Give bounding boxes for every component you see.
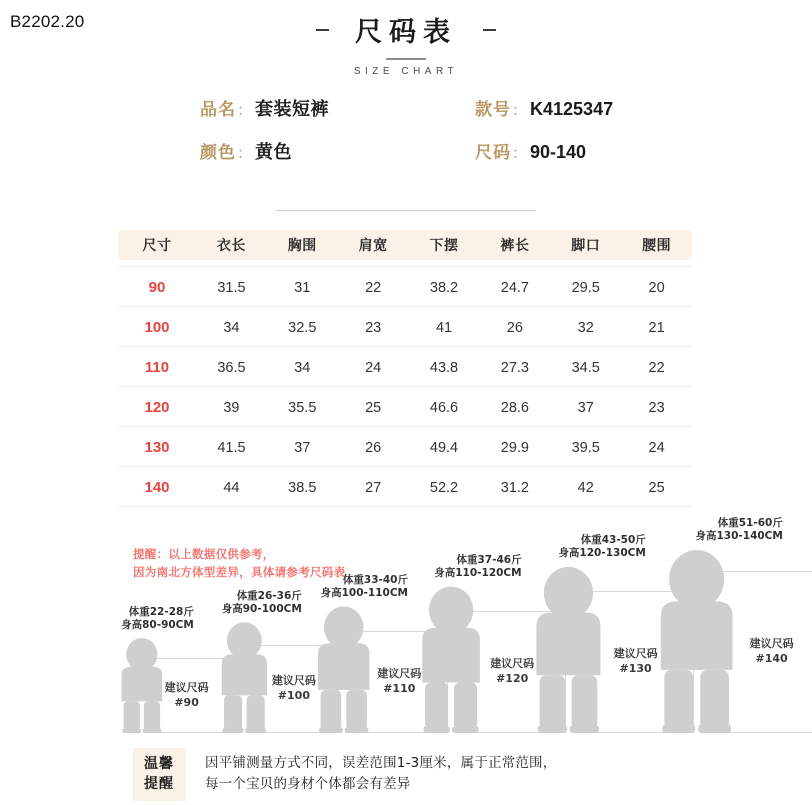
table-row bbox=[118, 387, 692, 427]
recommended-size-label: 建议尺码 bbox=[749, 637, 794, 651]
cell-value: 29.5 bbox=[571, 280, 600, 296]
product-info-name bbox=[200, 95, 475, 121]
table-cell bbox=[267, 437, 338, 456]
table-row bbox=[118, 467, 692, 507]
table-cell-size bbox=[118, 357, 196, 376]
title-chinese: 尺码表 bbox=[355, 17, 457, 48]
recommended-size-text bbox=[750, 637, 794, 667]
title-underline bbox=[386, 58, 426, 60]
child-silhouette-icon bbox=[220, 621, 278, 733]
recommended-size-value: #120 bbox=[496, 672, 529, 685]
size-figure bbox=[120, 605, 227, 733]
cell-value: 25 bbox=[365, 400, 382, 416]
cell-value: 37 bbox=[577, 400, 594, 416]
product-info bbox=[0, 95, 812, 181]
cell-value: 42 bbox=[577, 480, 594, 496]
child-silhouette-icon bbox=[420, 585, 494, 733]
warm-reminder-label-line-1: 温馨 bbox=[144, 756, 174, 772]
cell-value: 90 bbox=[148, 279, 166, 296]
figure-height: 身高120-130CM bbox=[558, 547, 646, 560]
table-cell bbox=[621, 317, 692, 336]
figure-height: 身高80-90CM bbox=[121, 619, 194, 632]
table-cell bbox=[621, 357, 692, 376]
product-info-size-range bbox=[475, 138, 586, 164]
column-header: 腰围 bbox=[642, 238, 672, 254]
cell-value: 26 bbox=[506, 320, 523, 336]
figure-height: 身高110-120CM bbox=[434, 567, 522, 580]
cell-value: 23 bbox=[648, 400, 665, 416]
watermark-code: B2202.20 bbox=[10, 12, 85, 31]
cell-value: 110 bbox=[144, 359, 170, 376]
cell-value: 28.6 bbox=[500, 400, 529, 416]
table-cell bbox=[621, 397, 692, 416]
table-cell-size bbox=[118, 437, 196, 456]
table-cell bbox=[338, 397, 409, 416]
warm-reminder-label-line-2: 提醒 bbox=[144, 776, 174, 793]
table-cell bbox=[338, 477, 409, 496]
cell-value: 130 bbox=[144, 439, 170, 456]
style-no-key: 款号 bbox=[475, 100, 511, 120]
table-row bbox=[118, 347, 692, 387]
table-cell bbox=[196, 277, 267, 296]
cell-value: 23 bbox=[365, 320, 382, 336]
figure-weight: 体重26-36斤 bbox=[236, 589, 302, 602]
recommended-size-label: 建议尺码 bbox=[271, 674, 316, 688]
table-cell bbox=[409, 397, 480, 416]
table-cell bbox=[267, 477, 338, 496]
column-header: 尺寸 bbox=[142, 238, 172, 254]
table-cell bbox=[550, 277, 621, 296]
figure-caption bbox=[434, 554, 521, 581]
product-name-key: 品名 bbox=[200, 100, 236, 120]
page-title bbox=[0, 10, 812, 77]
table-cell bbox=[550, 317, 621, 336]
product-name-value: 套装短裤 bbox=[255, 99, 330, 120]
cell-value: 44 bbox=[223, 480, 240, 496]
figure-caption bbox=[321, 574, 408, 601]
cell-value: 38.5 bbox=[288, 480, 317, 496]
cell-value: 37 bbox=[294, 440, 311, 456]
table-cell bbox=[479, 357, 550, 376]
cell-value: 24 bbox=[365, 360, 382, 376]
column-header: 肩宽 bbox=[358, 238, 388, 254]
table-cell bbox=[550, 437, 621, 456]
warm-reminder-label bbox=[133, 748, 186, 801]
recommended-size-text bbox=[614, 647, 658, 677]
table-row bbox=[118, 307, 692, 347]
table-cell bbox=[338, 317, 409, 336]
table-cell bbox=[196, 317, 267, 336]
cell-value: 31.5 bbox=[217, 280, 246, 296]
table-cell bbox=[267, 277, 338, 296]
column-header: 下摆 bbox=[429, 238, 459, 254]
table-cell bbox=[196, 357, 267, 376]
reference-note-line-2: 因为南北方体型差异，具体请参考尺码表 bbox=[133, 564, 346, 579]
color-key: 颜色 bbox=[200, 143, 236, 163]
table-row bbox=[118, 266, 692, 307]
cell-value: 32.5 bbox=[288, 320, 317, 336]
size-recommendation-figures bbox=[120, 516, 800, 733]
table-cell bbox=[196, 397, 267, 416]
figure-caption bbox=[121, 606, 194, 633]
table-row bbox=[118, 427, 692, 467]
recommended-size-text bbox=[165, 681, 209, 711]
table-cell bbox=[267, 357, 338, 376]
cell-value: 24 bbox=[648, 440, 665, 456]
recommended-size-text bbox=[377, 667, 421, 697]
recommended-size-label: 建议尺码 bbox=[613, 647, 658, 661]
section-divider bbox=[276, 210, 536, 211]
table-cell bbox=[338, 437, 409, 456]
cell-value: 29.9 bbox=[500, 440, 529, 456]
cell-value: 41 bbox=[435, 320, 453, 336]
table-cell bbox=[479, 477, 550, 496]
figure-weight: 体重43-50斤 bbox=[580, 533, 646, 546]
warm-reminder-text bbox=[186, 748, 556, 801]
size-table bbox=[118, 230, 692, 507]
title-dash-right-icon bbox=[483, 29, 496, 31]
recommended-size-value: #130 bbox=[619, 662, 652, 675]
product-info-style-no bbox=[475, 95, 613, 121]
recommended-size-value: #90 bbox=[174, 695, 199, 709]
cell-value: 41.5 bbox=[217, 440, 246, 456]
size-table-body bbox=[118, 266, 692, 507]
figure-height: 身高100-110CM bbox=[320, 587, 408, 600]
cell-value: 27 bbox=[365, 480, 382, 496]
warm-reminder-text-line-1: 因平铺测量方式不同，误差范围1-3厘米，属于正常范围， bbox=[205, 755, 557, 772]
table-cell bbox=[621, 277, 692, 296]
cell-value: 27.3 bbox=[500, 360, 529, 376]
title-dash-left-icon bbox=[316, 29, 329, 31]
color-value: 黄色 bbox=[255, 142, 293, 163]
product-info-row bbox=[0, 95, 812, 121]
table-cell bbox=[338, 277, 409, 296]
cell-value: 43.8 bbox=[429, 360, 459, 376]
recommended-size-label: 建议尺码 bbox=[164, 680, 209, 694]
cell-value: 26 bbox=[365, 440, 382, 456]
cell-value: 24.7 bbox=[500, 280, 529, 296]
table-cell bbox=[409, 437, 480, 456]
table-cell bbox=[409, 317, 480, 336]
figure-weight: 体重37-46斤 bbox=[456, 553, 522, 566]
cell-value: 39 bbox=[223, 400, 240, 416]
table-cell bbox=[409, 357, 480, 376]
cell-value: 22 bbox=[365, 280, 382, 296]
cell-value: 38.2 bbox=[429, 280, 459, 296]
cell-value: 34 bbox=[223, 320, 240, 336]
column-header: 衣长 bbox=[216, 238, 246, 254]
colon: ： bbox=[512, 144, 528, 162]
reference-note-line-1: 提醒：以上数据仅供参考， bbox=[133, 547, 275, 561]
cell-value: 100 bbox=[144, 319, 170, 336]
colon: ： bbox=[237, 101, 253, 119]
cell-value: 52.2 bbox=[429, 480, 459, 496]
table-cell bbox=[550, 477, 621, 496]
cell-value: 31.2 bbox=[500, 480, 529, 496]
table-cell-size bbox=[118, 397, 196, 416]
cell-value: 31 bbox=[294, 280, 311, 296]
cell-value: 22 bbox=[648, 360, 665, 376]
table-cell bbox=[409, 477, 480, 496]
table-cell-size bbox=[118, 277, 196, 296]
recommended-size-label: 建议尺码 bbox=[490, 657, 535, 671]
table-cell bbox=[479, 397, 550, 416]
recommended-size-value: #110 bbox=[383, 682, 416, 695]
size-figure bbox=[658, 516, 812, 733]
column-header: 胸围 bbox=[287, 238, 317, 254]
recommended-size-text bbox=[490, 657, 534, 687]
recommended-size-value: #100 bbox=[277, 689, 310, 702]
cell-value: 34.5 bbox=[571, 360, 600, 376]
colon: ： bbox=[512, 101, 528, 119]
cell-value: 34 bbox=[294, 360, 311, 376]
cell-value: 49.4 bbox=[429, 440, 459, 456]
size-range-key: 尺码 bbox=[475, 143, 511, 163]
cell-value: 39.5 bbox=[571, 440, 600, 456]
table-cell bbox=[479, 277, 550, 296]
cell-value: 32 bbox=[577, 320, 594, 336]
figure-height: 身高90-100CM bbox=[221, 603, 302, 616]
recommended-size-value: #140 bbox=[755, 652, 788, 665]
figure-weight: 体重33-40斤 bbox=[342, 573, 408, 586]
cell-value: 46.6 bbox=[429, 400, 459, 416]
table-cell bbox=[267, 317, 338, 336]
table-cell bbox=[479, 317, 550, 336]
cell-value: 20 bbox=[648, 280, 665, 296]
table-cell bbox=[550, 357, 621, 376]
size-table-header bbox=[118, 230, 692, 260]
cell-value: 36.5 bbox=[217, 360, 246, 376]
table-cell bbox=[621, 477, 692, 496]
table-cell bbox=[338, 357, 409, 376]
figure-weight: 体重22-28斤 bbox=[128, 605, 194, 618]
column-header: 裤长 bbox=[500, 238, 530, 254]
cell-value: 25 bbox=[648, 480, 665, 496]
product-info-row bbox=[0, 138, 812, 164]
recommended-size-label: 建议尺码 bbox=[377, 667, 422, 681]
table-cell bbox=[479, 437, 550, 456]
table-cell bbox=[550, 397, 621, 416]
title-english: SIZE CHART bbox=[353, 65, 459, 77]
product-info-color bbox=[200, 138, 475, 164]
child-silhouette-icon bbox=[658, 548, 750, 733]
table-cell-size bbox=[118, 477, 196, 496]
cell-value: 21 bbox=[648, 320, 665, 336]
figure-caption bbox=[695, 517, 782, 544]
figure-caption bbox=[222, 590, 302, 617]
column-header: 脚口 bbox=[571, 238, 601, 254]
style-no-value: K4125347 bbox=[530, 99, 614, 119]
table-cell bbox=[196, 437, 267, 456]
figure-caption bbox=[558, 534, 645, 561]
size-range-value: 90-140 bbox=[530, 142, 587, 162]
warm-reminder-text-line-2: 每一个宝贝的身材个体都会有差异 bbox=[205, 776, 411, 793]
table-cell bbox=[409, 277, 480, 296]
recommended-size-text bbox=[272, 674, 316, 704]
figure-weight: 体重51-60斤 bbox=[717, 516, 783, 529]
cell-value: 35.5 bbox=[288, 400, 317, 416]
warm-reminder bbox=[133, 748, 556, 801]
table-cell bbox=[196, 477, 267, 496]
figure-height: 身高130-140CM bbox=[695, 530, 783, 543]
cell-value: 120 bbox=[144, 399, 170, 416]
table-cell-size bbox=[118, 317, 196, 336]
cell-value: 140 bbox=[144, 479, 170, 496]
colon: ： bbox=[237, 144, 253, 162]
table-cell bbox=[621, 437, 692, 456]
table-cell bbox=[267, 397, 338, 416]
child-silhouette-icon bbox=[534, 565, 616, 733]
child-silhouette-icon bbox=[316, 605, 382, 733]
